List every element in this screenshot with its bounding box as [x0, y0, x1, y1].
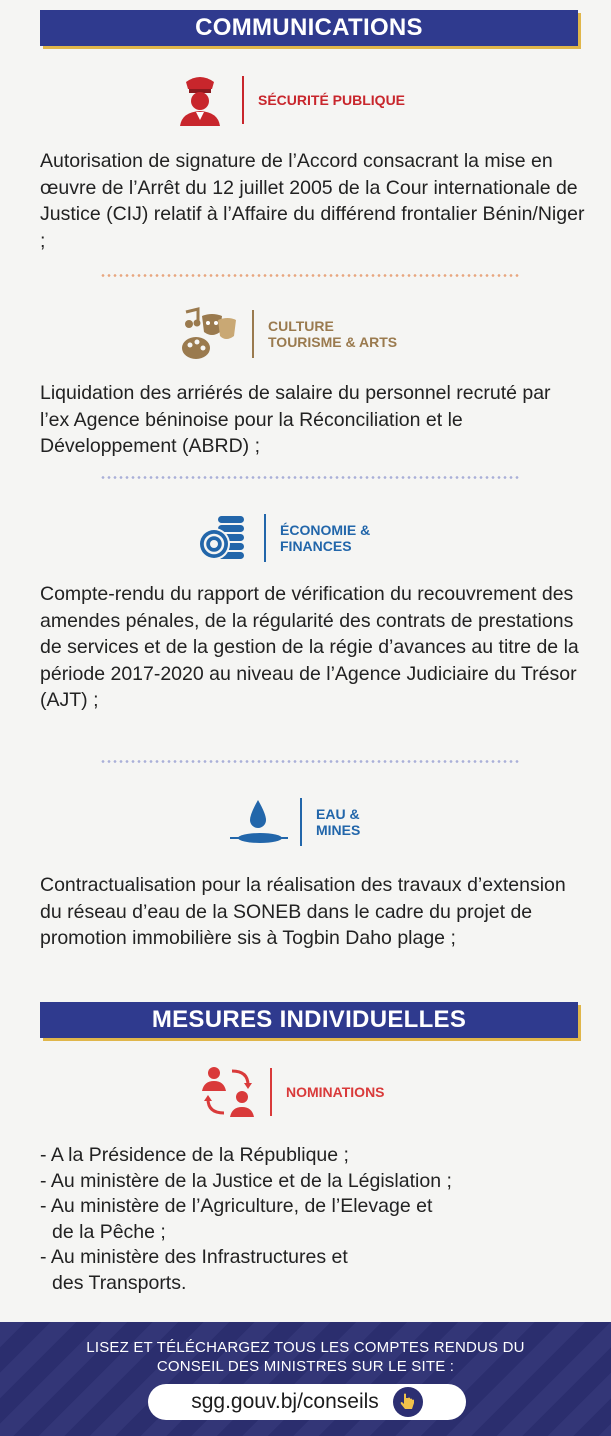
section-header-eau: [226, 794, 360, 850]
footer-text: [30, 1338, 581, 1376]
section-label-line: CULTURE: [268, 318, 334, 334]
section-label-line: NOMINATIONS: [286, 1084, 385, 1100]
dotted-divider: [100, 760, 520, 763]
theater-arts-icon: [178, 306, 242, 362]
list-item: [40, 1245, 585, 1296]
section-header-securite: [168, 72, 405, 128]
communications-banner: COMMUNICATIONS: [40, 10, 578, 46]
section-divider: [300, 798, 302, 846]
section-label: [280, 522, 370, 554]
people-exchange-icon: [196, 1064, 260, 1120]
list-item: [40, 1143, 585, 1169]
list-item-line: - A la Présidence de la République ;: [40, 1144, 349, 1166]
section-text-eau: Contractualisation pour la réalisation des travaux d’extension du réseau d’eau de la SONEB dans le cadre du projet de promotion immobilière sis à Togbin Daho plage ;: [40, 874, 566, 949]
list-item-line: - Au ministère des Infrastructures et: [40, 1246, 348, 1268]
section-label-line: ÉCONOMIE &: [280, 522, 371, 538]
section-label-line: MINES: [316, 822, 361, 838]
section-header-economie: [190, 510, 370, 566]
section-divider: [242, 76, 244, 124]
section-header-nominations: [196, 1064, 385, 1120]
section-label: [268, 318, 397, 350]
list-item-line: - Au ministère de l’Agriculture, de l’Elevage et: [40, 1195, 433, 1217]
pointing-hand-icon: [393, 1387, 423, 1417]
water-drop-icon: [226, 794, 290, 850]
website-link[interactable]: [148, 1384, 466, 1420]
section-text-economie: Compte-rendu du rapport de vérification du recouvrement des amendes pénales, de la régularité des contrats de prestations de services et de la gestion de la régie d’avances au titre de la période 2017-2020 au niveau de l’Agence Judiciaire du Trésor (AJT) ;: [40, 583, 579, 711]
section-label: [316, 806, 360, 838]
section-header-culture: [178, 306, 397, 362]
section-label: [258, 92, 405, 108]
dotted-divider: [100, 476, 520, 479]
section-label-line: SÉCURITÉ PUBLIQUE: [258, 92, 406, 108]
section-label-line: EAU &: [316, 806, 360, 822]
section-label-line: FINANCES: [280, 538, 352, 554]
mesures-banner: MESURES INDIVIDUELLES: [40, 1002, 578, 1038]
section-text-securite: Autorisation de signature de l’Accord consacrant la mise en œuvre de l’Arrêt du 12 juillet 2005 de la Cour internationale de Justice (CIJ) relatif à l’Affaire du différend frontalier Bénin/Niger ;: [40, 150, 585, 252]
website-url[interactable]: sgg.gouv.bj/conseils: [191, 1390, 379, 1413]
list-item: [40, 1169, 585, 1195]
dotted-divider: [100, 274, 520, 277]
footer-line: CONSEIL DES MINISTRES SUR LE SITE :: [156, 1358, 455, 1375]
coins-icon: [190, 510, 254, 566]
section-label: [286, 1084, 385, 1100]
nominations-list: [40, 1143, 585, 1296]
police-officer-icon: [168, 72, 232, 128]
list-item-line: - Au ministère de la Justice et de la Législation ;: [40, 1169, 452, 1192]
footer: [0, 1322, 611, 1436]
section-divider: [264, 514, 266, 562]
list-item: [40, 1194, 585, 1245]
section-text-culture: Liquidation des arriérés de salaire du personnel recruté par l’ex Agence béninoise pour la Réconciliation et le Développement (ABRD) ;: [40, 382, 551, 457]
list-item-line: des Transports.: [52, 1271, 187, 1294]
list-item-line: de la Pêche ;: [52, 1220, 166, 1243]
footer-line: LISEZ ET TÉLÉCHARGEZ TOUS LES COMPTES RENDUS DU: [86, 1339, 525, 1356]
section-divider: [252, 310, 254, 358]
section-label-line: TOURISME & ARTS: [268, 334, 398, 350]
section-divider: [270, 1068, 272, 1116]
